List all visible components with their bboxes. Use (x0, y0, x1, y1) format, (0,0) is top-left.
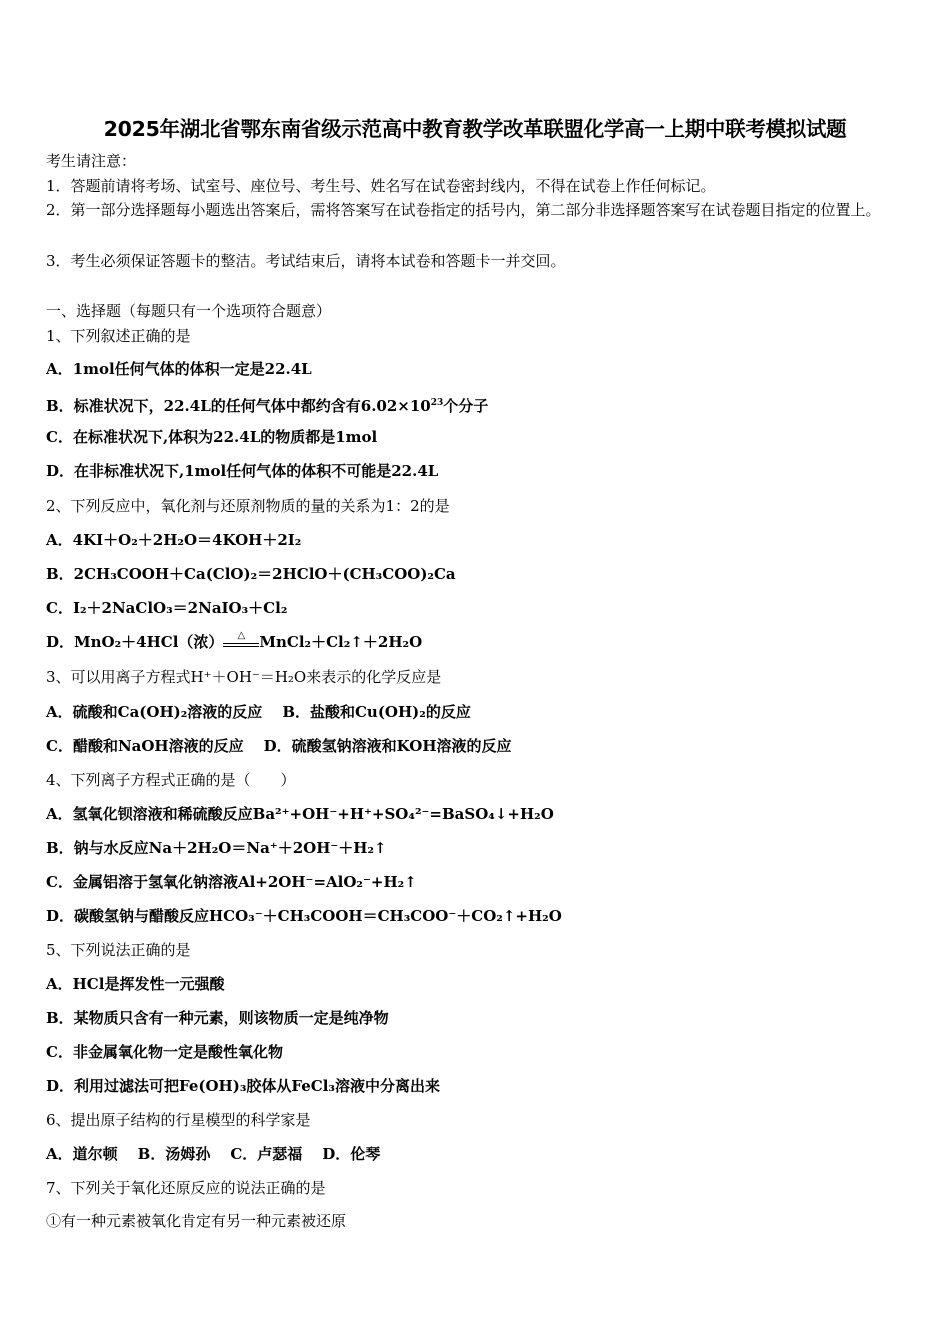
question-3-option-c: C．醋酸和NaOH溶液的反应 (46, 737, 244, 755)
question-3-option-d: D．硫酸氢钠溶液和KOH溶液的反应 (263, 737, 512, 755)
notice-heading: 考生请注意： (46, 152, 137, 170)
question-1-option-c: C．在标准状况下,体积为22.4L的物质都是1mol (46, 428, 378, 446)
q1-b-exponent: 23 (430, 398, 444, 408)
page-title: 2025年湖北省鄂东南省级示范高中教育教学改革联盟化学高一上期中联考模拟试题 (103, 117, 847, 141)
question-5-option-a: A．HCl是挥发性一元强酸 (46, 975, 225, 993)
question-5-option-d: D．利用过滤法可把Fe(OH)₃胶体从FeCl₃溶液中分离出来 (46, 1077, 440, 1095)
notice-item-2: 2．第一部分选择题每小题选出答案后，需将答案写在试卷指定的括号内，第二部分非选择题答案写在试卷题目指定的位置上。 (46, 201, 881, 219)
question-6-option-c: C．卢瑟福 (230, 1145, 303, 1163)
question-7-item-1: ①有一种元素被氧化肯定有另一种元素被还原 (46, 1212, 347, 1230)
question-6-stem: 6、提出原子结构的行星模型的科学家是 (46, 1111, 311, 1129)
question-1-stem: 1、下列叙述正确的是 (46, 327, 191, 345)
question-1-option-d: D．在非标准状况下,1mol任何气体的体积不可能是22.4L (46, 462, 439, 480)
question-3-options-ab (46, 702, 471, 722)
question-5-option-c: C．非金属氧化物一定是酸性氧化物 (46, 1043, 283, 1061)
notice-item-3: 3．考生必须保证答题卡的整洁。考试结束后，请将本试卷和答题卡一并交回。 (46, 252, 566, 270)
q1-b-suffix: 个分子 (443, 397, 489, 415)
question-1-option-a: A．1mol任何气体的体积一定是22.4L (46, 360, 312, 378)
question-7-stem: 7、下列关于氧化还原反应的说法正确的是 (46, 1179, 326, 1197)
question-5-option-b: B．某物质只含有一种元素，则该物质一定是纯净物 (46, 1009, 389, 1027)
question-4-option-d: D．碳酸氢钠与醋酸反应HCO₃⁻＋CH₃COOH＝CH₃COO⁻＋CO₂↑+H₂O (46, 907, 562, 925)
question-2-option-d (46, 632, 422, 652)
question-2-option-b: B．2CH₃COOH＋Ca(ClO)₂＝2HClO＋(CH₃COO)₂Ca (46, 565, 456, 583)
heat-delta: △ (237, 630, 246, 641)
q2-d-reactants: D．MnO₂＋4HCl（浓） (46, 633, 224, 651)
question-4-option-b: B．钠与水反应Na＋2H₂O＝Na⁺＋2OH⁻＋H₂↑ (46, 839, 387, 857)
heat-sign (223, 630, 259, 647)
question-4-option-c: C．金属铝溶于氢氧化钠溶液Al+2OH⁻=AlO₂⁻+H₂↑ (46, 873, 417, 891)
notice-item-1: 1．答题前请将考场、试室号、座位号、考生号、姓名写在试卷密封线内，不得在试卷上作任何标记。 (46, 177, 716, 195)
question-2-stem: 2、下列反应中，氧化剂与还原剂物质的量的关系为1：2的是 (46, 497, 450, 515)
q2-d-products: MnCl₂＋Cl₂↑＋2H₂O (259, 633, 423, 651)
question-3-stem: 3、可以用离子方程式H⁺＋OH⁻＝H₂O来表示的化学反应是 (46, 668, 442, 686)
question-6-options (46, 1144, 380, 1164)
question-1-option-b (46, 393, 488, 413)
question-2-option-c: C．I₂＋2NaClO₃＝2NaIO₃＋Cl₂ (46, 599, 288, 617)
question-2-option-a: A．4KI＋O₂＋2H₂O＝4KOH＋2I₂ (46, 531, 302, 549)
question-4-option-a: A．氢氧化钡溶液和稀硫酸反应Ba²⁺+OH⁻+H⁺+SO₄²⁻=BaSO₄↓+H₂O (46, 805, 554, 823)
question-5-stem: 5、下列说法正确的是 (46, 941, 191, 959)
question-6-option-a: A．道尔顿 (46, 1145, 118, 1163)
q1-b-text: B．标准状况下，22.4L的任何气体中都约含有6.02×10 (46, 397, 431, 415)
section-heading: 一、选择题（每题只有一个选项符合题意） (46, 302, 332, 320)
question-6-option-d: D．伦琴 (322, 1145, 381, 1163)
question-6-option-b: B．汤姆孙 (137, 1145, 211, 1163)
question-3-options-cd (46, 736, 512, 756)
question-3-option-a: A．硫酸和Ca(OH)₂溶液的反应 (46, 703, 263, 721)
question-4-stem: 4、下列离子方程式正确的是（ ） (46, 771, 296, 789)
question-3-option-b: B．盐酸和Cu(OH)₂的反应 (282, 703, 471, 721)
